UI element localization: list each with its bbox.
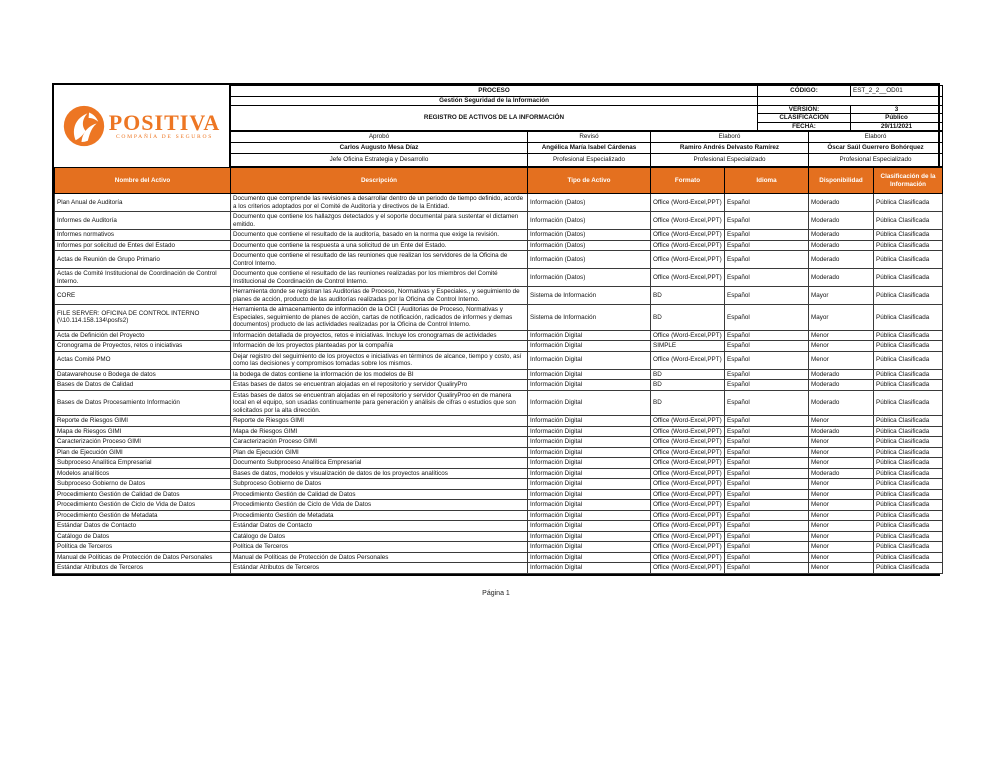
- cell-descripcion: Documento Subproceso Analítica Empresarial: [231, 458, 528, 469]
- cell-clasificacion: Pública Clasificada: [874, 251, 943, 269]
- cell-descripcion: Documento que contiene el resultado de las reuniones que realizan los servidores de la Oficina de Control Interno.: [231, 251, 528, 269]
- cell-idioma: Español: [725, 468, 809, 479]
- cell-descripcion: Herramienta de almacenamiento de información de la OCI ( Auditorias de Proceso, Normativas y Especiales, seguimiento de planes de acción, cartas de notificación, radicados de informes y demas documentos) producto de las actividades realizadas por la Oficina de Control Interno.: [231, 305, 528, 331]
- table-row: [55, 479, 943, 490]
- cell-disponibilidad: Moderado: [809, 240, 874, 251]
- cell-descripcion: Plan de Ejecución GIMI: [231, 447, 528, 458]
- cell-formato: Office (Word-Excel,PPT): [651, 447, 725, 458]
- cell-nombre: Modelos analíticos: [55, 468, 231, 479]
- cell-idioma: Español: [725, 510, 809, 521]
- fecha-value: 29/11/2021: [851, 122, 943, 131]
- cell-nombre: Datawarehouse o Bodega de datos: [55, 369, 231, 380]
- cell-disponibilidad: Moderado: [809, 194, 874, 212]
- cell-nombre: Actas de Comité Institucional de Coordinación de Control Interno.: [55, 269, 231, 287]
- cell-formato: Office (Word-Excel,PPT): [651, 468, 725, 479]
- cell-descripcion: Documento que contiene el resultado de las reuniones realizadas por los miembros del Comité Institucional de Coordinación de Control Interno.: [231, 269, 528, 287]
- signoff-body: [231, 132, 943, 167]
- proceso-label: PROCESO: [231, 86, 758, 97]
- cell-disponibilidad: Mayor: [809, 287, 874, 305]
- cell-descripcion: Subproceso Gobierno de Datos: [231, 479, 528, 490]
- cell-clasificacion: Pública Clasificada: [874, 479, 943, 490]
- cell-nombre: Procedimiento Gestión de Calidad de Datos: [55, 489, 231, 500]
- column-header-clasificacion: Clasificación de la Información: [874, 168, 943, 194]
- cell-clasificacion: Pública Clasificada: [874, 305, 943, 331]
- cell-descripcion: Estas bases de datos se encuentran alojadas en el repositorio y servidor QualiryProo en de manera local en el equipo, son usadas continuamente para generación y análisis de cifras o estudios que son solicitados por la alta dirección.: [231, 390, 528, 416]
- cell-idioma: Español: [725, 416, 809, 427]
- cell-descripcion: Estándar Atributos de Terceros: [231, 563, 528, 574]
- cell-idioma: Español: [725, 269, 809, 287]
- cell-descripcion: Política de Terceros: [231, 542, 528, 553]
- cell-formato: Office (Word-Excel,PPT): [651, 437, 725, 448]
- positiva-logo-icon: [63, 105, 105, 147]
- table-row: [55, 390, 943, 416]
- cell-nombre: Informes normativos: [55, 230, 231, 241]
- cell-disponibilidad: Moderado: [809, 380, 874, 391]
- table-row: [55, 489, 943, 500]
- cell-formato: BD: [651, 287, 725, 305]
- cell-disponibilidad: Menor: [809, 510, 874, 521]
- table-row: [55, 287, 943, 305]
- asset-columns-row: [55, 168, 943, 194]
- table-row: [55, 416, 943, 427]
- cell-descripcion: la bodega de datos contiene la información de los modelos de BI: [231, 369, 528, 380]
- table-row: [55, 426, 943, 437]
- cell-formato: Office (Word-Excel,PPT): [651, 416, 725, 427]
- cell-disponibilidad: Moderado: [809, 390, 874, 416]
- table-row: [55, 330, 943, 341]
- codigo-label: CÓDIGO:: [758, 86, 851, 97]
- cell-formato: Office (Word-Excel,PPT): [651, 330, 725, 341]
- cell-idioma: Español: [725, 437, 809, 448]
- cell-nombre: FILE SERVER: OFICINA DE CONTROL INTERNO (\\10.114.158.134\posfs2): [55, 305, 231, 331]
- column-header-idioma: Idioma: [725, 168, 809, 194]
- cell-idioma: Español: [725, 287, 809, 305]
- cell-clasificacion: Pública Clasificada: [874, 269, 943, 287]
- cell-descripcion: Caracterización Proceso GIMI: [231, 437, 528, 448]
- cell-descripcion: Herramienta donde se registran las Auditorias de Proceso, Normativas y Especiales., y seguimiento de planes de acción, producto de las auditorías realizadas por la Oficina de Control Interno.: [231, 287, 528, 305]
- cell-disponibilidad: Menor: [809, 351, 874, 369]
- signoff-role: Revisó: [528, 132, 651, 143]
- cell-idioma: Español: [725, 563, 809, 574]
- cell-idioma: Español: [725, 390, 809, 416]
- cell-idioma: Español: [725, 447, 809, 458]
- cell-nombre: Catálogo de Datos: [55, 531, 231, 542]
- page-number: Página 1: [482, 589, 510, 597]
- table-row: [55, 341, 943, 352]
- cell-tipo: Información Digital: [528, 563, 651, 574]
- cell-disponibilidad: Mayor: [809, 305, 874, 331]
- cell-nombre: CORE: [55, 287, 231, 305]
- cell-formato: SIMPLE: [651, 341, 725, 352]
- version-label: VERSIÓN:: [758, 105, 851, 114]
- cell-nombre: Plan de Ejecución GIMI: [55, 447, 231, 458]
- cell-disponibilidad: Menor: [809, 489, 874, 500]
- cell-idioma: Español: [725, 552, 809, 563]
- cell-tipo: Sistema de Información: [528, 287, 651, 305]
- cell-tipo: Información Digital: [528, 437, 651, 448]
- cell-descripcion: Documento que contiene los hallazgos detectados y el soporte documental para sustentar el dictamen emitido.: [231, 212, 528, 230]
- cell-tipo: Información Digital: [528, 380, 651, 391]
- cell-tipo: Información Digital: [528, 479, 651, 490]
- cell-formato: Office (Word-Excel,PPT): [651, 521, 725, 532]
- cell-disponibilidad: Menor: [809, 458, 874, 469]
- cell-formato: Office (Word-Excel,PPT): [651, 489, 725, 500]
- cell-disponibilidad: Menor: [809, 341, 874, 352]
- cell-nombre: Cronograma de Proyectos, retos o iniciativas: [55, 341, 231, 352]
- cell-clasificacion: Pública Clasificada: [874, 390, 943, 416]
- table-row: [55, 251, 943, 269]
- cell-tipo: Información Digital: [528, 500, 651, 511]
- table-row: [55, 521, 943, 532]
- cell-clasificacion: Pública Clasificada: [874, 437, 943, 448]
- cell-clasificacion: Pública Clasificada: [874, 531, 943, 542]
- signoff-row-role: [231, 132, 943, 143]
- signoff-name: Óscar Saúl Guerrero Bohórquez: [809, 143, 943, 154]
- cell-formato: Office (Word-Excel,PPT): [651, 510, 725, 521]
- cell-disponibilidad: Menor: [809, 563, 874, 574]
- cell-disponibilidad: Menor: [809, 500, 874, 511]
- cell-descripcion: Procedimiento Gestión de Calidad de Datos: [231, 489, 528, 500]
- codigo-value: EST_2_2__OD01: [851, 86, 943, 97]
- cell-formato: Office (Word-Excel,PPT): [651, 194, 725, 212]
- cell-idioma: Español: [725, 330, 809, 341]
- cell-descripcion: Catálogo de Datos: [231, 531, 528, 542]
- cell-descripcion: Estas bases de datos se encuentran alojadas en el repositorio y servidor QualiryPro: [231, 380, 528, 391]
- fecha-label: FECHA:: [758, 122, 851, 131]
- cell-idioma: Español: [725, 489, 809, 500]
- cell-nombre: Bases de Datos de Calidad: [55, 380, 231, 391]
- cell-idioma: Español: [725, 305, 809, 331]
- cell-disponibilidad: Moderado: [809, 251, 874, 269]
- document-header: [54, 85, 938, 167]
- cell-formato: Office (Word-Excel,PPT): [651, 426, 725, 437]
- cell-clasificacion: Pública Clasificada: [874, 287, 943, 305]
- document-sheet: [52, 83, 940, 597]
- table-row: [55, 380, 943, 391]
- cell-tipo: Información Digital: [528, 416, 651, 427]
- cell-descripcion: Dejar registro del seguimiento de los proyectos e iniciativas en términos de alcance, tiempo y costo, así como las decisiones y compromisos tomadas sobre los mismos.: [231, 351, 528, 369]
- column-header-formato: Formato: [651, 168, 725, 194]
- cell-disponibilidad: Menor: [809, 437, 874, 448]
- table-row: [55, 369, 943, 380]
- signoff-role: Elaboró: [809, 132, 943, 143]
- logo: [54, 85, 230, 167]
- cell-disponibilidad: Menor: [809, 542, 874, 553]
- cell-tipo: Información Digital: [528, 458, 651, 469]
- cell-disponibilidad: Menor: [809, 416, 874, 427]
- table-row: [55, 447, 943, 458]
- signoff-title: Profesional Especializado: [809, 154, 943, 167]
- signoff-role: Elaboró: [651, 132, 809, 143]
- column-header-tipo: Tipo de Activo: [528, 168, 651, 194]
- cell-clasificacion: Pública Clasificada: [874, 380, 943, 391]
- cell-idioma: Español: [725, 230, 809, 241]
- cell-nombre: Mapa de Riesgos GIMI: [55, 426, 231, 437]
- document-title: REGISTRO DE ACTIVOS DE LA INFORMACIÓN: [231, 105, 758, 131]
- cell-clasificacion: Pública Clasificada: [874, 552, 943, 563]
- signoff-name: Carlos Augusto Mesa Díaz: [231, 143, 528, 154]
- document-frame: [52, 83, 940, 576]
- cell-disponibilidad: Moderado: [809, 269, 874, 287]
- cell-nombre: Manual de Políticas de Protección de Datos Personales: [55, 552, 231, 563]
- logo-wordmark: POSITIVA: [108, 109, 221, 135]
- cell-idioma: Español: [725, 341, 809, 352]
- cell-descripcion: Estándar Datos de Contacto: [231, 521, 528, 532]
- signoff-title: Profesional Especializado: [651, 154, 809, 167]
- cell-tipo: Información (Datos): [528, 269, 651, 287]
- cell-clasificacion: Pública Clasificada: [874, 563, 943, 574]
- cell-clasificacion: Pública Clasificada: [874, 230, 943, 241]
- cell-idioma: Español: [725, 521, 809, 532]
- cell-idioma: Español: [725, 479, 809, 490]
- cell-nombre: Actas de Reunión de Grupo Primario: [55, 251, 231, 269]
- signoff-row-name: [231, 143, 943, 154]
- cell-formato: Office (Word-Excel,PPT): [651, 269, 725, 287]
- cell-descripcion: Manual de Políticas de Protección de Datos Personales: [231, 552, 528, 563]
- table-row: [55, 212, 943, 230]
- cell-formato: BD: [651, 305, 725, 331]
- cell-formato: Office (Word-Excel,PPT): [651, 563, 725, 574]
- table-row: [55, 552, 943, 563]
- cell-tipo: Información Digital: [528, 351, 651, 369]
- cell-tipo: Información (Datos): [528, 194, 651, 212]
- cell-tipo: Información Digital: [528, 390, 651, 416]
- cell-tipo: Información Digital: [528, 426, 651, 437]
- table-row: [55, 510, 943, 521]
- cell-idioma: Español: [725, 426, 809, 437]
- cell-tipo: Información (Datos): [528, 251, 651, 269]
- cell-descripcion: Procedimiento Gestión de Metadata: [231, 510, 528, 521]
- cell-formato: Office (Word-Excel,PPT): [651, 240, 725, 251]
- cell-disponibilidad: Moderado: [809, 426, 874, 437]
- cell-disponibilidad: Menor: [809, 552, 874, 563]
- cell-nombre: Informes por solicitud de Entes del Estado: [55, 240, 231, 251]
- cell-nombre: Estándar Datos de Contacto: [55, 521, 231, 532]
- cell-disponibilidad: Moderado: [809, 212, 874, 230]
- signoff-title: Profesional Especializado: [528, 154, 651, 167]
- cell-formato: Office (Word-Excel,PPT): [651, 531, 725, 542]
- cell-disponibilidad: Menor: [809, 521, 874, 532]
- cell-clasificacion: Pública Clasificada: [874, 416, 943, 427]
- clasificacion-value: Público: [851, 114, 943, 123]
- table-row: [55, 563, 943, 574]
- cell-formato: BD: [651, 369, 725, 380]
- cell-clasificacion: Pública Clasificada: [874, 468, 943, 479]
- asset-table-body: [55, 194, 943, 574]
- cell-idioma: Español: [725, 194, 809, 212]
- cell-nombre: Reporte de Riesgos GIMI: [55, 416, 231, 427]
- cell-disponibilidad: Menor: [809, 479, 874, 490]
- logo-tagline: COMPAÑÍA DE SEGUROS: [115, 133, 214, 140]
- cell-nombre: Acta de Definición del Proyecto: [55, 330, 231, 341]
- cell-clasificacion: Pública Clasificada: [874, 341, 943, 352]
- cell-tipo: Información Digital: [528, 447, 651, 458]
- cell-tipo: Información Digital: [528, 489, 651, 500]
- cell-nombre: Plan Anual de Auditoría: [55, 194, 231, 212]
- meta-table: [230, 85, 943, 131]
- table-row: [55, 269, 943, 287]
- cell-descripcion: Bases de datos, modelos y visualización de datos de los proyectos analíticos: [231, 468, 528, 479]
- table-row: [55, 500, 943, 511]
- cell-formato: Office (Word-Excel,PPT): [651, 552, 725, 563]
- cell-tipo: Información (Datos): [528, 230, 651, 241]
- cell-nombre: Actas Comité PMO: [55, 351, 231, 369]
- cell-tipo: Información Digital: [528, 510, 651, 521]
- table-row: [55, 230, 943, 241]
- cell-descripcion: Documento que contiene el resultado de la auditoría, basado en la norma que exige la revisión.: [231, 230, 528, 241]
- table-row: [55, 542, 943, 553]
- cell-formato: Office (Word-Excel,PPT): [651, 458, 725, 469]
- cell-disponibilidad: Menor: [809, 330, 874, 341]
- cell-clasificacion: Pública Clasificada: [874, 500, 943, 511]
- column-header-nombre: Nombre del Activo: [55, 168, 231, 194]
- table-row: [55, 240, 943, 251]
- cell-idioma: Español: [725, 380, 809, 391]
- cell-tipo: Sistema de Información: [528, 305, 651, 331]
- version-value: 3: [851, 105, 943, 114]
- cell-clasificacion: Pública Clasificada: [874, 542, 943, 553]
- cell-disponibilidad: Moderado: [809, 468, 874, 479]
- cell-formato: Office (Word-Excel,PPT): [651, 212, 725, 230]
- cell-nombre: Procedimiento Gestión de Ciclo de Vida de Datos: [55, 500, 231, 511]
- cell-idioma: Español: [725, 369, 809, 380]
- table-row: [55, 194, 943, 212]
- cell-formato: Office (Word-Excel,PPT): [651, 500, 725, 511]
- cell-tipo: Información Digital: [528, 552, 651, 563]
- cell-descripcion: Información de los proyectos planteadas por la compañía: [231, 341, 528, 352]
- table-row: [55, 305, 943, 331]
- cell-idioma: Español: [725, 542, 809, 553]
- cell-idioma: Español: [725, 458, 809, 469]
- cell-tipo: Información Digital: [528, 330, 651, 341]
- cell-formato: Office (Word-Excel,PPT): [651, 251, 725, 269]
- header-right-block: [230, 85, 943, 167]
- cell-formato: Office (Word-Excel,PPT): [651, 351, 725, 369]
- cell-descripcion: Documento que contiene la respuesta a una solicitud de un Ente del Estado.: [231, 240, 528, 251]
- cell-nombre: Subproceso Gobierno de Datos: [55, 479, 231, 490]
- cell-disponibilidad: Moderado: [809, 369, 874, 380]
- cell-tipo: Información Digital: [528, 341, 651, 352]
- cell-clasificacion: Pública Clasificada: [874, 426, 943, 437]
- cell-nombre: Estándar Atributos de Terceros: [55, 563, 231, 574]
- cell-clasificacion: Pública Clasificada: [874, 458, 943, 469]
- cell-nombre: Bases de Datos Procesamiento Información: [55, 390, 231, 416]
- cell-clasificacion: Pública Clasificada: [874, 510, 943, 521]
- cell-idioma: Español: [725, 251, 809, 269]
- signoff-name: Angélica María Isabel Cárdenas: [528, 143, 651, 154]
- cell-idioma: Español: [725, 212, 809, 230]
- cell-clasificacion: Pública Clasificada: [874, 521, 943, 532]
- cell-disponibilidad: Menor: [809, 531, 874, 542]
- cell-clasificacion: Pública Clasificada: [874, 240, 943, 251]
- cell-formato: Office (Word-Excel,PPT): [651, 230, 725, 241]
- meta-empty-cell: [758, 97, 943, 106]
- cell-tipo: Información Digital: [528, 542, 651, 553]
- signoff-table: [230, 131, 943, 167]
- column-header-descripcion: Descripción: [231, 168, 528, 194]
- cell-descripcion: Reporte de Riesgos GIMI: [231, 416, 528, 427]
- cell-idioma: Español: [725, 531, 809, 542]
- signoff-role: Aprobó: [231, 132, 528, 143]
- cell-disponibilidad: Menor: [809, 447, 874, 458]
- cell-nombre: Procedimiento Gestión de Metadata: [55, 510, 231, 521]
- cell-clasificacion: Pública Clasificada: [874, 447, 943, 458]
- table-row: [55, 468, 943, 479]
- cell-tipo: Información Digital: [528, 369, 651, 380]
- cell-clasificacion: Pública Clasificada: [874, 330, 943, 341]
- table-row: [55, 531, 943, 542]
- cell-descripcion: Documento que comprende las revisiones a desarrollar dentro de un periodo de tiempo definido, acorde a los criterios adoptados por el Comité de Auditoría y directivos de la Entidad.: [231, 194, 528, 212]
- cell-formato: BD: [651, 380, 725, 391]
- cell-formato: BD: [651, 390, 725, 416]
- cell-descripcion: Información detallada de proyectos, retos e iniciativas. Incluye los cronogramas de actividades: [231, 330, 528, 341]
- cell-tipo: Información (Datos): [528, 240, 651, 251]
- cell-nombre: Caracterización Proceso GIMI: [55, 437, 231, 448]
- cell-idioma: Español: [725, 500, 809, 511]
- cell-clasificacion: Pública Clasificada: [874, 489, 943, 500]
- cell-nombre: Subproceso Analítica Empresarial: [55, 458, 231, 469]
- cell-clasificacion: Pública Clasificada: [874, 351, 943, 369]
- cell-formato: Office (Word-Excel,PPT): [651, 479, 725, 490]
- proceso-value: Gestión Seguridad de la Información: [231, 97, 758, 106]
- cell-disponibilidad: Moderado: [809, 230, 874, 241]
- cell-tipo: Información (Datos): [528, 212, 651, 230]
- cell-idioma: Español: [725, 351, 809, 369]
- table-row: [55, 351, 943, 369]
- table-row: [55, 437, 943, 448]
- cell-descripcion: Procedimiento Gestión de Ciclo de Vida de Datos: [231, 500, 528, 511]
- cell-idioma: Español: [725, 240, 809, 251]
- cell-nombre: Política de Terceros: [55, 542, 231, 553]
- cell-tipo: Información Digital: [528, 521, 651, 532]
- column-header-disponibilidad: Disponibilidad: [809, 168, 874, 194]
- cell-descripcion: Mapa de Riesgos GIMI: [231, 426, 528, 437]
- cell-clasificacion: Pública Clasificada: [874, 369, 943, 380]
- asset-table: [54, 167, 943, 574]
- cell-clasificacion: Pública Clasificada: [874, 212, 943, 230]
- cell-nombre: Informes de Auditoría: [55, 212, 231, 230]
- table-row: [55, 458, 943, 469]
- cell-tipo: Información Digital: [528, 468, 651, 479]
- cell-clasificacion: Pública Clasificada: [874, 194, 943, 212]
- cell-tipo: Información Digital: [528, 531, 651, 542]
- signoff-title: Jefe Oficina Estrategia y Desarrollo: [231, 154, 528, 167]
- clasificacion-label: CLASIFICACIÓN: [758, 114, 851, 123]
- signoff-name: Ramiro Andrés Delvasto Ramírez: [651, 143, 809, 154]
- signoff-row-title: [231, 154, 943, 167]
- cell-formato: Office (Word-Excel,PPT): [651, 542, 725, 553]
